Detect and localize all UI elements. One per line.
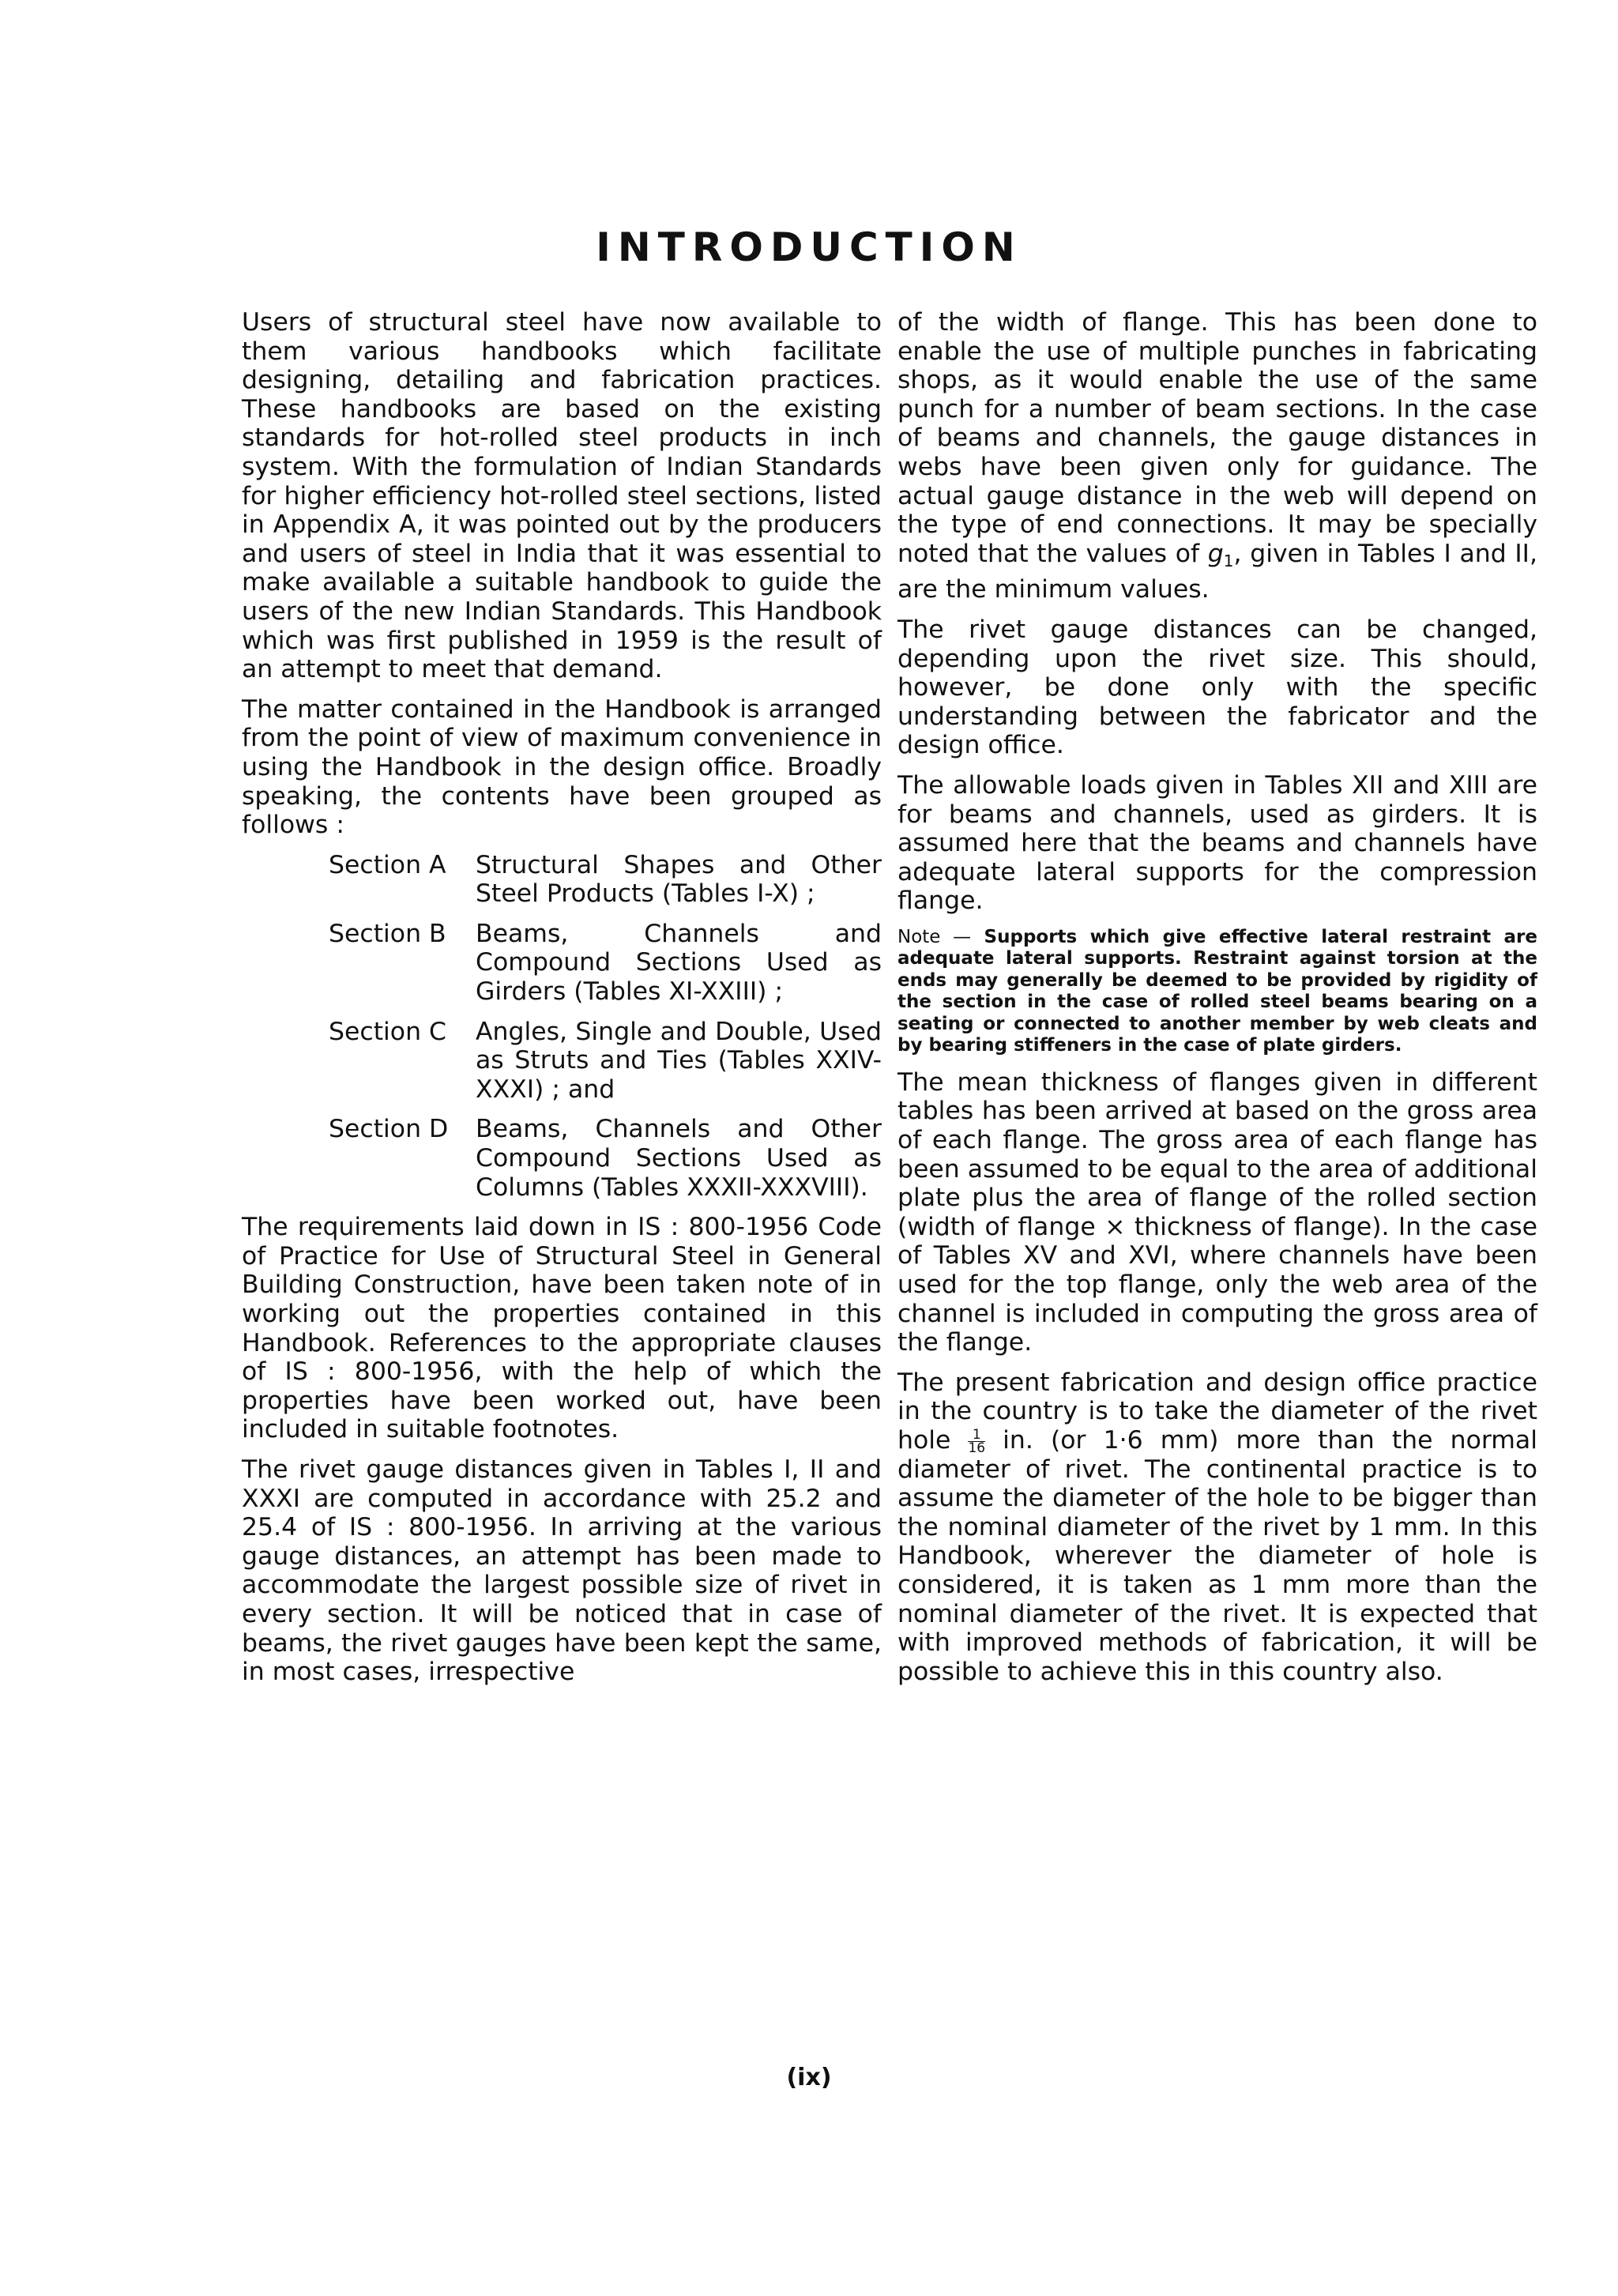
- section-item: [242, 920, 882, 1007]
- section-label: Section C: [329, 1017, 447, 1046]
- page-number: (ix): [786, 2064, 832, 2091]
- paragraph: The rivet gauge distances given in Tables I, II and XXXI are computed in accordance with 25.2 and 25.4 of IS : 800-1956. In arriving at the various gauge distances, an attempt has been made to accommodate the largest possible size of rivet in every section. It will be noticed that in case of beams, the rivet gauges have been kept the same, in most cases, irrespective: [242, 1455, 882, 1687]
- subscript: 1: [1223, 551, 1234, 570]
- paragraph: Users of structural steel have now available to them various handbooks which facilitate designing, detailing and fabrication practices. These handbooks are based on the existing standards for hot-rolled steel products in inch system. With the formulation of Indian Standards for higher efficiency hot-rolled steel sections, listed in Appendix A, it was pointed out by the producers and users of steel in India that it was essential to make available a suitable handbook to guide the users of the new Indian Standards. This Handbook which was first published in 1959 is the result of an attempt to meet that demand.: [242, 308, 882, 684]
- section-item: [242, 1018, 882, 1105]
- paragraph: [897, 308, 1537, 604]
- fraction: [968, 1428, 985, 1455]
- text-run: The present fabrication and design office practice in the country is to take the diameter of the rivet hole: [897, 1368, 1537, 1455]
- note-body: Supports which give effective lateral restraint are adequate lateral supports. Restraint against torsion at the ends may generally be deemed to be provided by rigidity of the section in the case of rolled steel beams bearing on a seating or connected to another member by web cleats and by bearing stiffeners in the case of plate girders.: [897, 926, 1537, 1056]
- section-item: [242, 851, 882, 909]
- note: [897, 927, 1537, 1057]
- paragraph: The mean thickness of flanges given in different tables has been arrived at based on the gross area of each flange. The gross area of each flange has been assumed to be equal to the area of additional plate plus the area of flange of the rolled section (width of flange × thickness of flange). In the case of Tables XV and XVI, where channels have been used for the top flange, only the web area of the channel is included in computing the gross area of the flange.: [897, 1067, 1537, 1357]
- section-description: Beams, Channels and Compound Sections Used as Girders (Tables XI-XXIII) ;: [476, 919, 882, 1007]
- text-run: in. (or 1·6 mm) more than the normal diameter of rivet. The continental practice is to assume the diameter of the hole to be bigger than the nominal diameter of the rivet by 1 mm. In this Handbook, wherever the diameter of hole is considered, it is taken as 1 mm more than the nominal diameter of the rivet. It is expected that with improved methods of fabrication, it will be possible to achieve this in this country also.: [897, 1426, 1537, 1686]
- symbol-g: g: [1207, 539, 1224, 568]
- fraction-denominator: 16: [968, 1440, 986, 1456]
- section-label: Section A: [329, 850, 446, 879]
- section-description: Angles, Single and Double, Used as Struts and Ties (Tables XXIV-XXXI) ; and: [476, 1017, 882, 1104]
- sections-list: [242, 851, 882, 1203]
- paragraph: The matter contained in the Handbook is arranged from the point of view of maximum convenience in using the Handbook in the design office. Broadly speaking, the contents have been grouped as follows :: [242, 694, 882, 840]
- section-description: Beams, Channels and Other Compound Sections Used as Columns (Tables XXXII-XXXVIII).: [476, 1115, 882, 1202]
- note-lead: Note —: [897, 926, 972, 947]
- fraction-numerator: 1: [968, 1428, 985, 1442]
- right-column: [897, 308, 1537, 1697]
- paragraph: The allowable loads given in Tables XII and XIII are for beams and channels, used as girders. It is assumed here that the beams and channels have adequate lateral supports for the compression flange.: [897, 770, 1537, 916]
- paragraph: The requirements laid down in IS : 800-1956 Code of Practice for Use of Structural Steel in General Building Construction, have been taken note of in working out the properties contained in this Handbook. References to the appropriate clauses of IS : 800-1956, with the help of which the properties have been worked out, have been included in suitable footnotes.: [242, 1213, 882, 1444]
- text-run: , given in Tables I and II, are the minimum values.: [897, 539, 1537, 604]
- section-label: Section D: [329, 1115, 449, 1144]
- section-label: Section B: [329, 919, 446, 948]
- paragraph: The rivet gauge distances can be changed, depending upon the rivet size. This should, however, be done only with the specific understanding between the fabricator and the design office.: [897, 615, 1537, 760]
- page-title: INTRODUCTION: [596, 224, 1022, 270]
- left-column: [242, 308, 882, 1698]
- section-description: Structural Shapes and Other Steel Products (Tables I-X) ;: [476, 850, 882, 909]
- text-run: of the width of flange. This has been done to enable the use of multiple punches in fabricating shops, as it would enable the use of the same punch for a number of beam sections. In the case of beams and channels, the gauge distances in webs have been given only for guidance. The actual gauge distance in the web will depend on the type of end connections. It may be specially noted that the values of: [897, 308, 1537, 568]
- paragraph: [897, 1368, 1537, 1687]
- section-item: [242, 1115, 882, 1202]
